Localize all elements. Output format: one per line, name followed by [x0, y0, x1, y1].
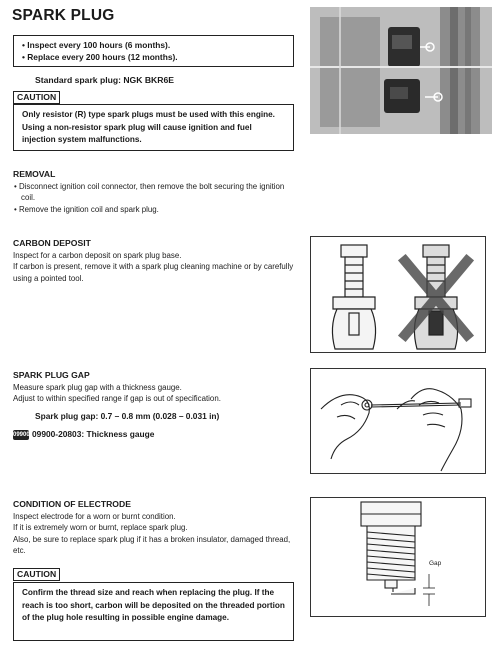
- carbon-text: [13, 250, 298, 284]
- gap-figure: [310, 368, 486, 474]
- removal-heading: REMOVAL: [13, 169, 56, 179]
- electrode-line: Also, be sure to replace spark plug if it has a broken insulator, damaged thread, etc.: [13, 534, 291, 555]
- caution-label: CAUTION: [13, 91, 60, 104]
- gap-label: Gap: [429, 560, 442, 567]
- electrode-figure: [310, 497, 486, 617]
- caution-label: CAUTION: [13, 568, 60, 581]
- gap-heading: SPARK PLUG GAP: [13, 370, 90, 380]
- carbon-heading: CARBON DEPOSIT: [13, 238, 91, 248]
- removal-list: [13, 181, 298, 215]
- carbon-line: If carbon is present, remove it with a spark plug cleaning machine or by carefully using a pointed tool.: [13, 262, 294, 283]
- electrode-text: [13, 511, 303, 556]
- caution-box-thread: Confirm the thread size and reach when replacing the plug. If the reach is too short, carbon will be deposited on the threaded portion of the plug hole resulting in possible engine damage.: [13, 582, 294, 641]
- list-item: • Disconnect ignition coil connector, then remove the bolt securing the ignition coil.: [14, 182, 285, 203]
- gap-line: Adjust to within specified range if gap is out of specification.: [13, 394, 221, 404]
- standard-plug-spec: Standard spark plug: NGK BKR6E: [35, 75, 174, 85]
- list-item: • Remove the ignition coil and spark plug.: [14, 204, 159, 214]
- gap-spec: Spark plug gap: 0.7 – 0.8 mm (0.028 – 0.031 in): [35, 411, 220, 421]
- replace-line: • Replace every 200 hours (12 months).: [22, 52, 178, 62]
- page-title: SPARK PLUG: [12, 7, 115, 24]
- inspect-line: • Inspect every 100 hours (6 months).: [22, 40, 171, 50]
- inspection-interval-box: [13, 35, 294, 67]
- tool-label: 09900-20803: Thickness gauge: [32, 429, 155, 439]
- electrode-heading: CONDITION OF ELECTRODE: [13, 499, 131, 509]
- tool-icon: 09900: [13, 431, 30, 438]
- electrode-line: Inspect electrode for a worn or burnt condition.: [13, 512, 176, 521]
- carbon-figure: [310, 236, 486, 353]
- electrode-line: If it is extremely worn or burnt, replace spark plug.: [13, 523, 188, 533]
- gap-text: [13, 382, 303, 405]
- carbon-line: Inspect for a carbon deposit on spark plug base.: [13, 251, 182, 260]
- engine-photo: [310, 7, 492, 134]
- gap-line: Measure spark plug gap with a thickness gauge.: [13, 383, 182, 392]
- tool-spec: [13, 429, 154, 440]
- caution-box-resistor: Only resistor (R) type spark plugs must be used with this engine. Using a non-resistor spark plug will cause ignition and fuel injection system malfunctions.: [13, 104, 294, 151]
